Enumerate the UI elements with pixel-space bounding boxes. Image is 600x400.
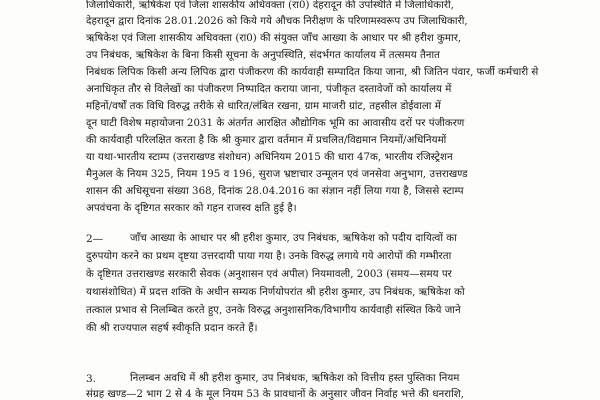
paragraph-1-line: अनाधिकृत तौर से विलेखों का पंजीकरण निष्पादित कराया जाना, पंजीकृत दस्तावेजों को कार्यालय में — [86, 84, 452, 95]
paragraph-1-line: दून घाटी विशेष महायोजना 2031 के अंतर्गत आरक्षित औद्योगिक भूमि का आवासीय दरों पर पंजीकरण — [86, 118, 465, 129]
paragraph-1-line: जिलाधिकारी, ऋषिकेश एवं जिला शासकीय अधिवक्ता (रा0) देहरादून की उपस्थिति में जिलाधिकारी, — [86, 0, 454, 11]
paragraph-3-line: निलम्बन अवधि में श्री हरीश कुमार, उप निबंधक, ऋषिकेश को वित्तीय हस्त पुस्तिका नियम — [130, 373, 460, 384]
paragraph-1-line: की कार्यवाही परिलक्षित करता है कि श्री कुमार द्वारा वर्तमान में प्रचलित/विद्यमान नियमों/अधिनियमों — [86, 135, 447, 146]
paragraph-1-line: देहरादून द्वारा दिनांक 28.01.2026 को किये गये औचक निरीक्षण के परिणामस्वरूप उप जिलाधिकारी, — [86, 16, 468, 27]
paragraph-2-line: जाँच आख्या के आधार पर श्री हरीश कुमार, उप निबंधक, ऋषिकेश को पदीय दायित्वों का — [130, 233, 457, 244]
paragraph-1-line: उप निबंधक, ऋषिकेश के बिना किसी सूचना के अनुपस्थिति, संदर्भगत कार्यालय में तत्समय तैनात — [86, 50, 440, 61]
paragraph-1-line: महिनों/वर्षों तक विधि विरुद्ध तरीके से धारित/लंबित रखना, ग्राम माजरी ग्रांट, तहसील डोईवाला में — [86, 101, 441, 112]
paragraph-2-number: 2— — [86, 233, 104, 245]
paragraph-1-line: शासन की अधिसूचना संख्या 368, दिनांक 28.04.2016 का संज्ञान नहीं लिया गया है, जिससे स्टाम्प — [86, 186, 464, 197]
paragraph-1-line: या यथा-भारतीय स्टाम्प (उत्तराखण्ड संशोधन) अधिनियम 2015 की धारा 47क, भारतीय रजिस्ट्रेशन — [86, 152, 453, 163]
paragraph-3-line: संग्रह खण्ड—2 भाग 2 से 4 के मूल नियम 53 के प्रावधानों के अनुसार जीवन निर्वाह भत्ते की धनराशि, — [86, 389, 465, 400]
paragraph-1-line: मैनुअल के नियम 325, नियम 195 व 196, सुराज भ्रष्टाचार उन्मूलन एवं जनसेवा अनुभाग, उत्तराखण्ड — [86, 169, 468, 180]
paragraph-2-line: के दृष्टिगत उत्तराखण्ड सरकारी सेवक (अनुशासन एवं अपील) नियमावली, 2003 (समय—समय पर — [86, 269, 452, 280]
paragraph-2-line: तत्काल प्रभाव से निलम्बित करते हुए, उनके विरुद्ध अनुशासनिक/विभागीय कार्यवाही संस्थित किये जाने — [86, 305, 461, 316]
paragraph-1-line: ऋषिकेश एवं जिला शासकीय अधिवक्ता (रा0) की संयुक्त जाँच आख्या के आधार पर श्री हरीश कुमार, — [86, 33, 462, 44]
paragraph-1-line: अपवंचना के दृष्टिगत सरकार को गहन राजस्व क्षति हुई है। — [86, 203, 297, 214]
paragraph-2-line: यथासंशोधित) में प्रदत्त शक्ति के अधीन सम्यक निर्णयोपरांत श्री हरीश कुमार, उप निबंधक, ऋषिकेश को — [86, 287, 465, 298]
paragraph-2-line: की श्री राज्यपाल सहर्ष स्वीकृति प्रदान करते हैं। — [86, 323, 258, 334]
paragraph-2-line: दुरुपयोग करने का प्रथम दृष्टया उत्तरदायी पाया गया है। उनके विरुद्ध लगाये गये आरोपों की गम्भीरता — [86, 251, 452, 262]
paragraph-1-line: निबंधक लिपिक किसी अन्य लिपिक द्वारा पंजीकरण की कार्यवाही सम्पादित किया जाना, श्री जितिन पंवार, फर्जी कर्मचारी से — [86, 67, 539, 78]
paragraph-3-number: 3. — [86, 373, 97, 385]
